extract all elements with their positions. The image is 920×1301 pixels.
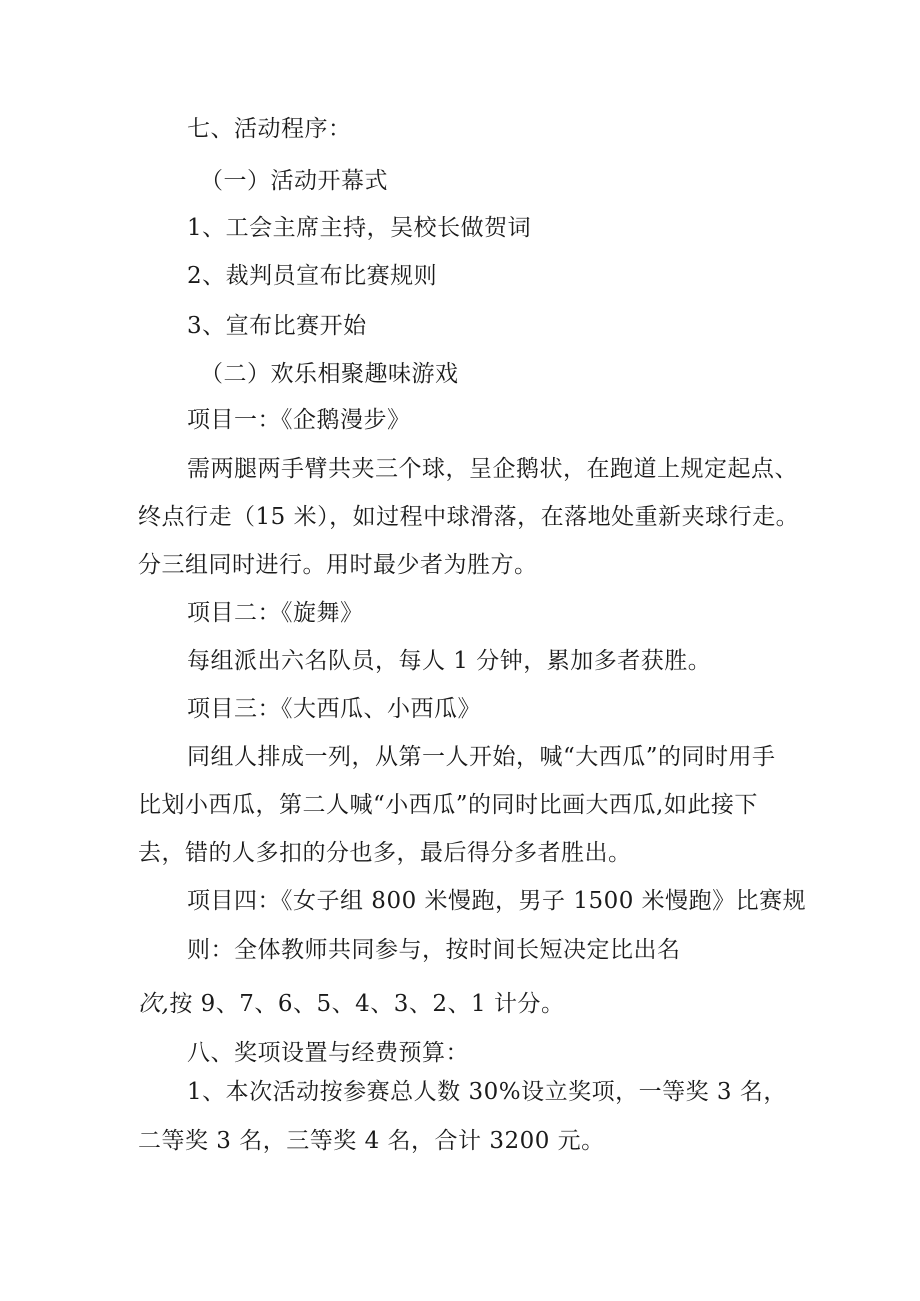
step-3: 3、宣布比赛开始 (187, 313, 367, 339)
section-7-heading: 七、活动程序： (187, 116, 352, 142)
subsection-fun-games: （二）欢乐相聚趣味游戏 (200, 361, 459, 387)
item-3-desc-line-2: 比划小西瓜，第二人喊“小西瓜”的同时比画大西瓜,如此接下 (138, 792, 758, 818)
item-4-scoring-points: 按 9、7、6、5、4、3、2、1 计分。 (169, 991, 565, 1017)
item-4-desc: 则：全体教师共同参与，按时间长短决定比出名 (187, 937, 681, 963)
item-3-desc-line-1: 同组人排成一列，从第一人开始，喊“大西瓜”的同时用手 (187, 744, 776, 770)
subsection-opening-ceremony: （一）活动开幕式 (200, 168, 388, 194)
item-4-scoring (138, 989, 565, 1019)
item-2-desc: 每组派出六名队员，每人 1 分钟，累加多者获胜。 (187, 648, 712, 674)
item-1-title: 项目一：《企鹅漫步》 (187, 407, 411, 433)
item-3-desc-line-3: 去，错的人多扣的分也多，最后得分多者胜出。 (138, 840, 632, 866)
item-4-scoring-lead: 次, (138, 991, 170, 1017)
awards-line-1: 1、本次活动按参赛总人数 30%设立奖项，一等奖 3 名， (187, 1079, 787, 1105)
item-1-desc-line-2: 终点行走（15 米），如过程中球滑落，在落地处重新夹球行走。 (138, 504, 800, 530)
item-3-title: 项目三：《大西瓜、小西瓜》 (187, 696, 481, 722)
step-2: 2、裁判员宣布比赛规则 (187, 263, 438, 289)
awards-line-2: 二等奖 3 名，三等奖 4 名，合计 3200 元。 (138, 1128, 605, 1154)
item-4-title: 项目四：《女子组 800 米慢跑，男子 1500 米慢跑》比赛规 (187, 888, 807, 914)
step-1: 1、工会主席主持，吴校长做贺词 (187, 215, 532, 241)
item-2-title: 项目二：《旋舞》 (187, 600, 364, 626)
section-8-heading: 八、奖项设置与经费预算： (187, 1040, 469, 1066)
item-1-desc-line-3: 分三组同时进行。用时最少者为胜方。 (138, 552, 538, 578)
item-1-desc-line-1: 需两腿两手臂共夹三个球，呈企鹅状，在跑道上规定起点、 (187, 456, 798, 482)
